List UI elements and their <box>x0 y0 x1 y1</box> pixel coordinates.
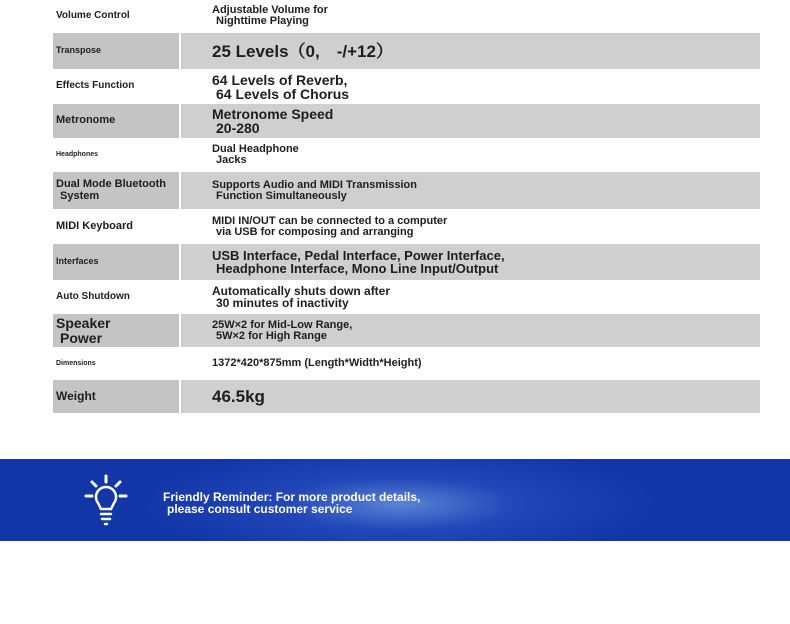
spec-row <box>53 0 760 32</box>
spec-label-line: Auto Shutdown <box>56 290 130 302</box>
spec-value <box>181 314 760 347</box>
spec-value <box>181 0 760 32</box>
reminder-text <box>163 491 420 515</box>
spec-row <box>53 70 760 103</box>
spec-value <box>181 348 760 379</box>
spec-value-line: 64 Levels of Reverb, <box>212 71 348 88</box>
spec-value <box>181 244 760 280</box>
spec-row <box>53 139 760 171</box>
spec-value-line: Adjustable Volume for <box>212 4 328 16</box>
spec-value <box>181 172 760 209</box>
spec-label-line: MIDI Keyboard <box>56 219 134 232</box>
spec-value-line: 64 Levels of Chorus <box>216 85 350 102</box>
spec-label <box>53 139 179 171</box>
spec-label <box>53 70 179 103</box>
spec-value-line: 20-280 <box>216 120 260 136</box>
spec-value-line: Headphone Interface, Mono Line Input/Output <box>216 261 499 276</box>
spec-value <box>181 33 760 69</box>
reminder-line-2: please consult customer service <box>167 502 353 516</box>
spec-label-line: Volume Control <box>56 9 130 21</box>
spec-value <box>181 70 760 103</box>
spec-row <box>53 33 760 69</box>
spec-value-line: 25W×2 for Mid-Low Range, <box>212 318 353 331</box>
spec-row <box>53 244 760 280</box>
spec-value-line: Jacks <box>216 154 247 166</box>
spec-label-line: Headphones <box>56 151 99 159</box>
spec-value <box>181 210 760 243</box>
spec-value-line: 5W×2 for High Range <box>216 329 327 342</box>
spec-label <box>53 210 179 243</box>
spec-label <box>53 244 179 280</box>
spec-label-line: System <box>60 189 100 202</box>
spec-value-line: Automatically shuts down after <box>212 284 391 298</box>
spec-label-line: Effects Function <box>56 80 135 92</box>
spec-value-line: 1372*420*875mm (Length*Width*Height) <box>212 357 422 369</box>
spec-label <box>53 281 179 313</box>
spec-value <box>181 139 760 171</box>
spec-value-line: 46.5kg <box>212 387 265 406</box>
spec-value-line: Supports Audio and MIDI Transmission <box>212 178 417 191</box>
spec-value-line: MIDI IN/OUT can be connected to a computer <box>212 214 448 227</box>
spec-label <box>53 0 179 32</box>
reminder-line-1: Friendly Reminder: For more product details, <box>163 490 421 504</box>
spec-value-line: via USB for composing and arranging <box>216 225 414 238</box>
spec-label-line: Metronome <box>56 114 116 127</box>
spec-value-line: 25 Levels（0, -/+12） <box>212 41 393 61</box>
spec-value-line: Metronome Speed <box>212 106 334 122</box>
spec-label-line: Weight <box>56 389 96 404</box>
spec-label <box>53 348 179 379</box>
spec-label <box>53 314 179 347</box>
spec-row <box>53 380 760 413</box>
spec-label-line: Dimensions <box>56 359 96 367</box>
spec-value-line: 30 minutes of inactivity <box>216 296 349 310</box>
spec-label-line: Dual Mode Bluetooth <box>56 177 166 190</box>
spec-label-line: Power <box>60 329 103 346</box>
spec-label <box>53 380 179 413</box>
spec-row <box>53 281 760 313</box>
spec-value <box>181 104 760 138</box>
spec-value-line: Nighttime Playing <box>216 15 309 27</box>
spec-row <box>53 210 760 243</box>
spec-row <box>53 104 760 138</box>
spec-value <box>181 380 760 413</box>
spec-label-line: Interfaces <box>56 256 99 267</box>
spec-label <box>53 104 179 138</box>
spec-row <box>53 348 760 379</box>
spec-row <box>53 172 760 209</box>
spec-label-line: Transpose <box>56 45 102 56</box>
lightbulb-icon <box>84 474 128 526</box>
spec-value-line: Function Simultaneously <box>216 189 347 202</box>
spec-value <box>181 281 760 313</box>
spec-value-line: Dual Headphone <box>212 143 299 155</box>
spec-value-line: USB Interface, Pedal Interface, Power Interface, <box>212 248 505 263</box>
spec-row <box>53 314 760 347</box>
spec-label <box>53 33 179 69</box>
spec-label-line: Speaker <box>56 314 111 331</box>
spec-label <box>53 172 179 209</box>
